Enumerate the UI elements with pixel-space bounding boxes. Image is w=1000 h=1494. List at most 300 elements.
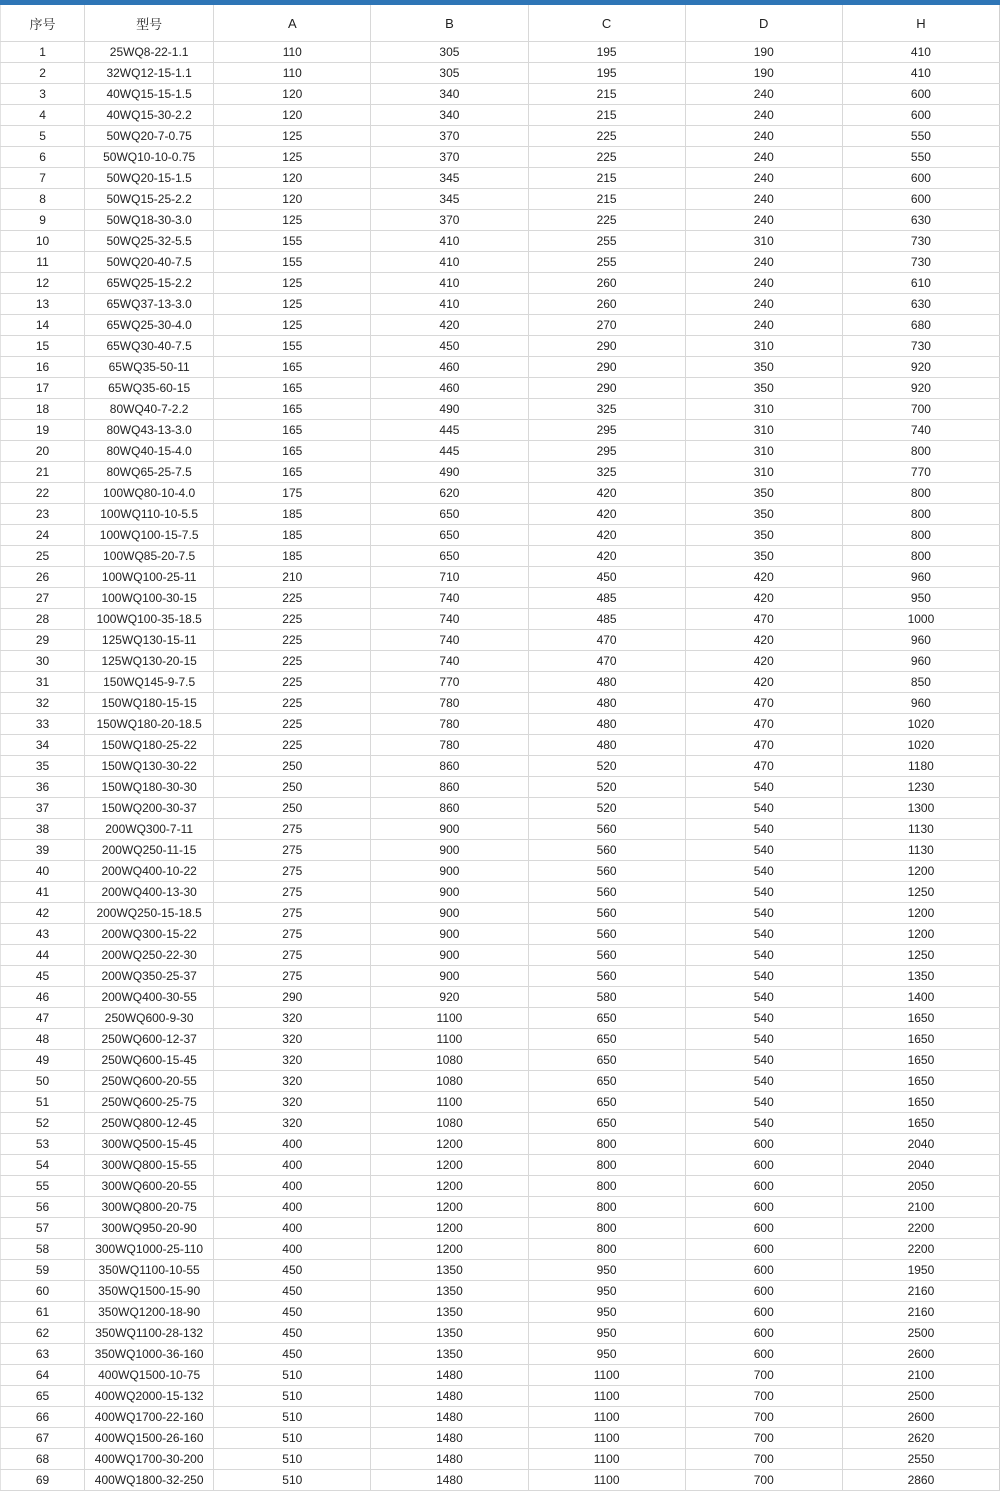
table-cell-model: 400WQ1800-32-250 (85, 1470, 214, 1491)
table-cell-b: 740 (371, 651, 528, 672)
table-row (1, 189, 1000, 210)
table-cell-c: 215 (528, 168, 685, 189)
table-cell-h: 2500 (842, 1323, 999, 1344)
table-cell-c: 650 (528, 1092, 685, 1113)
table-cell-c: 1100 (528, 1470, 685, 1491)
table-row (1, 1050, 1000, 1071)
table-cell-h: 1400 (842, 987, 999, 1008)
table-cell-model: 100WQ110-10-5.5 (85, 504, 214, 525)
table-cell-d: 540 (685, 840, 842, 861)
table-row (1, 693, 1000, 714)
table-cell-index: 16 (1, 357, 85, 378)
table-cell-a: 510 (214, 1386, 371, 1407)
table-cell-b: 860 (371, 756, 528, 777)
table-cell-a: 275 (214, 840, 371, 861)
table-cell-index: 24 (1, 525, 85, 546)
table-row (1, 1071, 1000, 1092)
table-cell-a: 185 (214, 546, 371, 567)
table-cell-index: 36 (1, 777, 85, 798)
table-cell-d: 350 (685, 357, 842, 378)
table-row (1, 882, 1000, 903)
table-cell-d: 310 (685, 441, 842, 462)
table-cell-h: 800 (842, 546, 999, 567)
table-cell-b: 1350 (371, 1302, 528, 1323)
table-cell-b: 370 (371, 126, 528, 147)
table-cell-index: 27 (1, 588, 85, 609)
table-cell-index: 13 (1, 294, 85, 315)
table-cell-model: 350WQ1100-10-55 (85, 1260, 214, 1281)
table-cell-model: 65WQ35-60-15 (85, 378, 214, 399)
table-cell-c: 255 (528, 252, 685, 273)
table-cell-a: 165 (214, 399, 371, 420)
table-cell-b: 770 (371, 672, 528, 693)
table-cell-b: 900 (371, 945, 528, 966)
table-row (1, 1008, 1000, 1029)
table-cell-index: 67 (1, 1428, 85, 1449)
table-cell-d: 420 (685, 672, 842, 693)
table-cell-a: 320 (214, 1113, 371, 1134)
table-cell-index: 9 (1, 210, 85, 231)
table-cell-index: 58 (1, 1239, 85, 1260)
table-row (1, 924, 1000, 945)
table-row (1, 147, 1000, 168)
table-row (1, 1092, 1000, 1113)
table-cell-a: 510 (214, 1449, 371, 1470)
table-cell-model: 350WQ1100-28-132 (85, 1323, 214, 1344)
table-cell-c: 290 (528, 336, 685, 357)
table-cell-b: 650 (371, 504, 528, 525)
table-cell-b: 740 (371, 630, 528, 651)
table-cell-index: 2 (1, 63, 85, 84)
table-cell-d: 420 (685, 651, 842, 672)
table-cell-a: 225 (214, 588, 371, 609)
table-cell-c: 560 (528, 945, 685, 966)
table-cell-model: 350WQ1000-36-160 (85, 1344, 214, 1365)
pump-dimension-table (0, 5, 1000, 1491)
table-cell-c: 480 (528, 693, 685, 714)
table-cell-model: 350WQ1200-18-90 (85, 1302, 214, 1323)
table-cell-a: 185 (214, 504, 371, 525)
table-cell-model: 250WQ600-12-37 (85, 1029, 214, 1050)
table-cell-index: 37 (1, 798, 85, 819)
table-cell-index: 54 (1, 1155, 85, 1176)
table-cell-a: 250 (214, 756, 371, 777)
table-cell-b: 490 (371, 462, 528, 483)
table-row (1, 1428, 1000, 1449)
table-cell-h: 1650 (842, 1092, 999, 1113)
table-cell-c: 195 (528, 63, 685, 84)
table-cell-d: 540 (685, 1008, 842, 1029)
table-cell-c: 1100 (528, 1407, 685, 1428)
table-cell-model: 100WQ100-15-7.5 (85, 525, 214, 546)
table-cell-model: 65WQ30-40-7.5 (85, 336, 214, 357)
table-cell-d: 540 (685, 1050, 842, 1071)
table-cell-index: 51 (1, 1092, 85, 1113)
table-cell-b: 1480 (371, 1407, 528, 1428)
table-cell-index: 15 (1, 336, 85, 357)
table-cell-b: 445 (371, 441, 528, 462)
table-cell-a: 125 (214, 315, 371, 336)
table-cell-index: 55 (1, 1176, 85, 1197)
table-cell-c: 1100 (528, 1449, 685, 1470)
table-row (1, 1029, 1000, 1050)
table-cell-a: 275 (214, 924, 371, 945)
table-cell-index: 34 (1, 735, 85, 756)
table-row (1, 1113, 1000, 1134)
table-cell-b: 1350 (371, 1344, 528, 1365)
table-cell-d: 240 (685, 168, 842, 189)
table-row (1, 231, 1000, 252)
table-cell-b: 900 (371, 966, 528, 987)
table-row (1, 42, 1000, 63)
table-cell-a: 275 (214, 861, 371, 882)
table-cell-a: 125 (214, 273, 371, 294)
table-cell-b: 1100 (371, 1008, 528, 1029)
table-cell-index: 59 (1, 1260, 85, 1281)
table-cell-index: 30 (1, 651, 85, 672)
table-cell-index: 66 (1, 1407, 85, 1428)
table-cell-b: 650 (371, 546, 528, 567)
table-cell-model: 400WQ2000-15-132 (85, 1386, 214, 1407)
table-cell-index: 20 (1, 441, 85, 462)
table-cell-b: 410 (371, 273, 528, 294)
table-cell-h: 1650 (842, 1008, 999, 1029)
table-cell-a: 225 (214, 672, 371, 693)
table-cell-c: 295 (528, 441, 685, 462)
table-cell-a: 125 (214, 147, 371, 168)
table-cell-model: 350WQ1500-15-90 (85, 1281, 214, 1302)
table-row (1, 105, 1000, 126)
table-row (1, 1302, 1000, 1323)
table-cell-c: 560 (528, 924, 685, 945)
table-row (1, 609, 1000, 630)
table-row (1, 1218, 1000, 1239)
table-cell-b: 340 (371, 84, 528, 105)
table-cell-model: 50WQ20-40-7.5 (85, 252, 214, 273)
table-cell-model: 400WQ1500-10-75 (85, 1365, 214, 1386)
table-cell-c: 480 (528, 714, 685, 735)
table-cell-b: 410 (371, 231, 528, 252)
table-cell-b: 620 (371, 483, 528, 504)
table-cell-b: 460 (371, 378, 528, 399)
table-cell-c: 485 (528, 588, 685, 609)
column-header-d: D (685, 5, 842, 42)
table-cell-index: 6 (1, 147, 85, 168)
table-cell-b: 410 (371, 294, 528, 315)
table-cell-d: 350 (685, 525, 842, 546)
table-cell-b: 1350 (371, 1323, 528, 1344)
table-cell-a: 275 (214, 819, 371, 840)
column-header-a: A (214, 5, 371, 42)
table-cell-a: 225 (214, 630, 371, 651)
table-cell-model: 250WQ600-9-30 (85, 1008, 214, 1029)
table-cell-c: 560 (528, 840, 685, 861)
table-cell-h: 2860 (842, 1470, 999, 1491)
table-cell-b: 900 (371, 924, 528, 945)
table-cell-h: 1250 (842, 882, 999, 903)
table-cell-c: 560 (528, 882, 685, 903)
table-cell-index: 4 (1, 105, 85, 126)
table-row (1, 441, 1000, 462)
table-row (1, 1386, 1000, 1407)
table-cell-d: 540 (685, 1092, 842, 1113)
table-cell-h: 1350 (842, 966, 999, 987)
table-cell-c: 520 (528, 798, 685, 819)
table-cell-d: 240 (685, 315, 842, 336)
table-cell-model: 50WQ10-10-0.75 (85, 147, 214, 168)
table-row (1, 798, 1000, 819)
table-row (1, 1155, 1000, 1176)
table-row (1, 252, 1000, 273)
table-cell-h: 2600 (842, 1407, 999, 1428)
table-cell-c: 520 (528, 756, 685, 777)
table-row (1, 126, 1000, 147)
table-cell-b: 1480 (371, 1428, 528, 1449)
table-cell-d: 350 (685, 504, 842, 525)
table-cell-d: 350 (685, 378, 842, 399)
table-cell-c: 560 (528, 903, 685, 924)
table-cell-b: 460 (371, 357, 528, 378)
table-cell-h: 1020 (842, 714, 999, 735)
table-cell-a: 450 (214, 1302, 371, 1323)
table-cell-d: 600 (685, 1260, 842, 1281)
table-cell-b: 1480 (371, 1449, 528, 1470)
table-cell-a: 450 (214, 1281, 371, 1302)
table-cell-d: 240 (685, 273, 842, 294)
table-cell-h: 700 (842, 399, 999, 420)
table-cell-b: 900 (371, 840, 528, 861)
table-cell-h: 800 (842, 483, 999, 504)
table-row (1, 483, 1000, 504)
table-cell-h: 1250 (842, 945, 999, 966)
table-cell-b: 420 (371, 315, 528, 336)
table-cell-d: 540 (685, 777, 842, 798)
column-header-b: B (371, 5, 528, 42)
table-cell-index: 49 (1, 1050, 85, 1071)
table-cell-d: 700 (685, 1470, 842, 1491)
table-cell-c: 260 (528, 273, 685, 294)
table-cell-d: 470 (685, 693, 842, 714)
table-cell-a: 320 (214, 1092, 371, 1113)
table-row (1, 294, 1000, 315)
table-cell-a: 225 (214, 735, 371, 756)
table-cell-d: 600 (685, 1176, 842, 1197)
table-cell-c: 520 (528, 777, 685, 798)
table-cell-model: 125WQ130-15-11 (85, 630, 214, 651)
table-cell-a: 155 (214, 231, 371, 252)
table-row (1, 1281, 1000, 1302)
table-cell-h: 1200 (842, 861, 999, 882)
table-cell-d: 540 (685, 1113, 842, 1134)
table-row (1, 672, 1000, 693)
table-cell-model: 100WQ100-35-18.5 (85, 609, 214, 630)
table-row (1, 1449, 1000, 1470)
table-cell-h: 1000 (842, 609, 999, 630)
table-cell-model: 80WQ65-25-7.5 (85, 462, 214, 483)
table-row (1, 462, 1000, 483)
table-cell-c: 215 (528, 189, 685, 210)
table-cell-model: 25WQ8-22-1.1 (85, 42, 214, 63)
table-cell-h: 730 (842, 336, 999, 357)
table-cell-a: 225 (214, 609, 371, 630)
table-cell-model: 200WQ300-15-22 (85, 924, 214, 945)
table-cell-d: 700 (685, 1407, 842, 1428)
table-cell-c: 1100 (528, 1386, 685, 1407)
table-cell-b: 920 (371, 987, 528, 1008)
table-cell-h: 2050 (842, 1176, 999, 1197)
table-cell-b: 445 (371, 420, 528, 441)
table-cell-h: 800 (842, 441, 999, 462)
table-cell-index: 35 (1, 756, 85, 777)
table-cell-h: 600 (842, 168, 999, 189)
table-cell-d: 240 (685, 210, 842, 231)
table-cell-h: 960 (842, 693, 999, 714)
table-cell-b: 1480 (371, 1365, 528, 1386)
table-cell-b: 740 (371, 588, 528, 609)
table-cell-c: 800 (528, 1197, 685, 1218)
table-cell-d: 600 (685, 1302, 842, 1323)
table-cell-model: 200WQ400-13-30 (85, 882, 214, 903)
table-cell-index: 53 (1, 1134, 85, 1155)
table-cell-model: 80WQ43-13-3.0 (85, 420, 214, 441)
table-cell-c: 800 (528, 1218, 685, 1239)
table-cell-model: 200WQ250-11-15 (85, 840, 214, 861)
table-cell-c: 950 (528, 1281, 685, 1302)
table-cell-model: 250WQ600-25-75 (85, 1092, 214, 1113)
table-cell-model: 150WQ200-30-37 (85, 798, 214, 819)
table-cell-d: 470 (685, 735, 842, 756)
table-cell-index: 26 (1, 567, 85, 588)
table-cell-d: 540 (685, 1029, 842, 1050)
table-cell-index: 14 (1, 315, 85, 336)
table-cell-c: 950 (528, 1302, 685, 1323)
table-cell-a: 225 (214, 651, 371, 672)
table-cell-b: 1100 (371, 1029, 528, 1050)
table-cell-a: 155 (214, 336, 371, 357)
table-cell-index: 68 (1, 1449, 85, 1470)
table-cell-model: 100WQ80-10-4.0 (85, 483, 214, 504)
table-cell-h: 960 (842, 651, 999, 672)
table-cell-h: 1130 (842, 819, 999, 840)
table-cell-a: 110 (214, 42, 371, 63)
table-cell-b: 340 (371, 105, 528, 126)
table-cell-c: 420 (528, 525, 685, 546)
table-cell-model: 200WQ300-7-11 (85, 819, 214, 840)
table-cell-a: 125 (214, 126, 371, 147)
table-cell-model: 80WQ40-7-2.2 (85, 399, 214, 420)
table-cell-h: 850 (842, 672, 999, 693)
table-cell-index: 45 (1, 966, 85, 987)
table-cell-index: 38 (1, 819, 85, 840)
table-cell-b: 900 (371, 861, 528, 882)
table-cell-h: 410 (842, 63, 999, 84)
table-row (1, 315, 1000, 336)
table-cell-index: 19 (1, 420, 85, 441)
table-cell-model: 150WQ180-15-15 (85, 693, 214, 714)
table-cell-b: 1200 (371, 1176, 528, 1197)
table-row (1, 399, 1000, 420)
table-cell-model: 125WQ130-20-15 (85, 651, 214, 672)
table-cell-b: 305 (371, 63, 528, 84)
table-cell-a: 110 (214, 63, 371, 84)
table-cell-a: 450 (214, 1260, 371, 1281)
table-cell-d: 470 (685, 756, 842, 777)
table-cell-model: 200WQ400-10-22 (85, 861, 214, 882)
table-row (1, 1197, 1000, 1218)
table-cell-model: 50WQ15-25-2.2 (85, 189, 214, 210)
table-cell-a: 250 (214, 777, 371, 798)
table-cell-a: 450 (214, 1323, 371, 1344)
table-cell-index: 47 (1, 1008, 85, 1029)
table-header (1, 5, 1000, 42)
table-cell-c: 325 (528, 462, 685, 483)
table-cell-a: 400 (214, 1176, 371, 1197)
table-cell-a: 165 (214, 462, 371, 483)
table-row (1, 630, 1000, 651)
table-cell-model: 80WQ40-15-4.0 (85, 441, 214, 462)
table-cell-model: 150WQ130-30-22 (85, 756, 214, 777)
table-cell-index: 7 (1, 168, 85, 189)
table-row (1, 273, 1000, 294)
table-cell-c: 325 (528, 399, 685, 420)
table-cell-h: 920 (842, 378, 999, 399)
table-cell-c: 800 (528, 1239, 685, 1260)
table-cell-model: 250WQ800-12-45 (85, 1113, 214, 1134)
table-cell-index: 41 (1, 882, 85, 903)
column-header-index: 序号 (1, 5, 85, 42)
table-cell-c: 470 (528, 630, 685, 651)
table-cell-c: 650 (528, 1071, 685, 1092)
table-row (1, 819, 1000, 840)
table-cell-b: 860 (371, 798, 528, 819)
table-cell-b: 860 (371, 777, 528, 798)
table-cell-index: 11 (1, 252, 85, 273)
table-cell-index: 63 (1, 1344, 85, 1365)
table-cell-d: 240 (685, 189, 842, 210)
table-cell-d: 540 (685, 924, 842, 945)
table-cell-h: 600 (842, 84, 999, 105)
table-cell-c: 800 (528, 1134, 685, 1155)
table-cell-d: 700 (685, 1449, 842, 1470)
table-cell-d: 600 (685, 1281, 842, 1302)
table-cell-c: 225 (528, 147, 685, 168)
table-cell-c: 800 (528, 1155, 685, 1176)
table-cell-b: 710 (371, 567, 528, 588)
table-cell-d: 190 (685, 63, 842, 84)
table-row (1, 777, 1000, 798)
table-cell-model: 200WQ400-30-55 (85, 987, 214, 1008)
table-cell-c: 950 (528, 1260, 685, 1281)
table-row (1, 756, 1000, 777)
table-cell-h: 610 (842, 273, 999, 294)
table-cell-b: 370 (371, 210, 528, 231)
table-cell-index: 46 (1, 987, 85, 1008)
table-cell-index: 18 (1, 399, 85, 420)
table-cell-index: 48 (1, 1029, 85, 1050)
table-row (1, 945, 1000, 966)
table-cell-model: 150WQ180-20-18.5 (85, 714, 214, 735)
table-cell-model: 40WQ15-15-1.5 (85, 84, 214, 105)
table-row (1, 1470, 1000, 1491)
table-cell-d: 540 (685, 987, 842, 1008)
table-cell-model: 250WQ600-20-55 (85, 1071, 214, 1092)
table-cell-index: 3 (1, 84, 85, 105)
table-cell-b: 780 (371, 714, 528, 735)
table-cell-d: 700 (685, 1365, 842, 1386)
table-cell-index: 21 (1, 462, 85, 483)
table-cell-h: 1650 (842, 1029, 999, 1050)
table-cell-c: 225 (528, 210, 685, 231)
